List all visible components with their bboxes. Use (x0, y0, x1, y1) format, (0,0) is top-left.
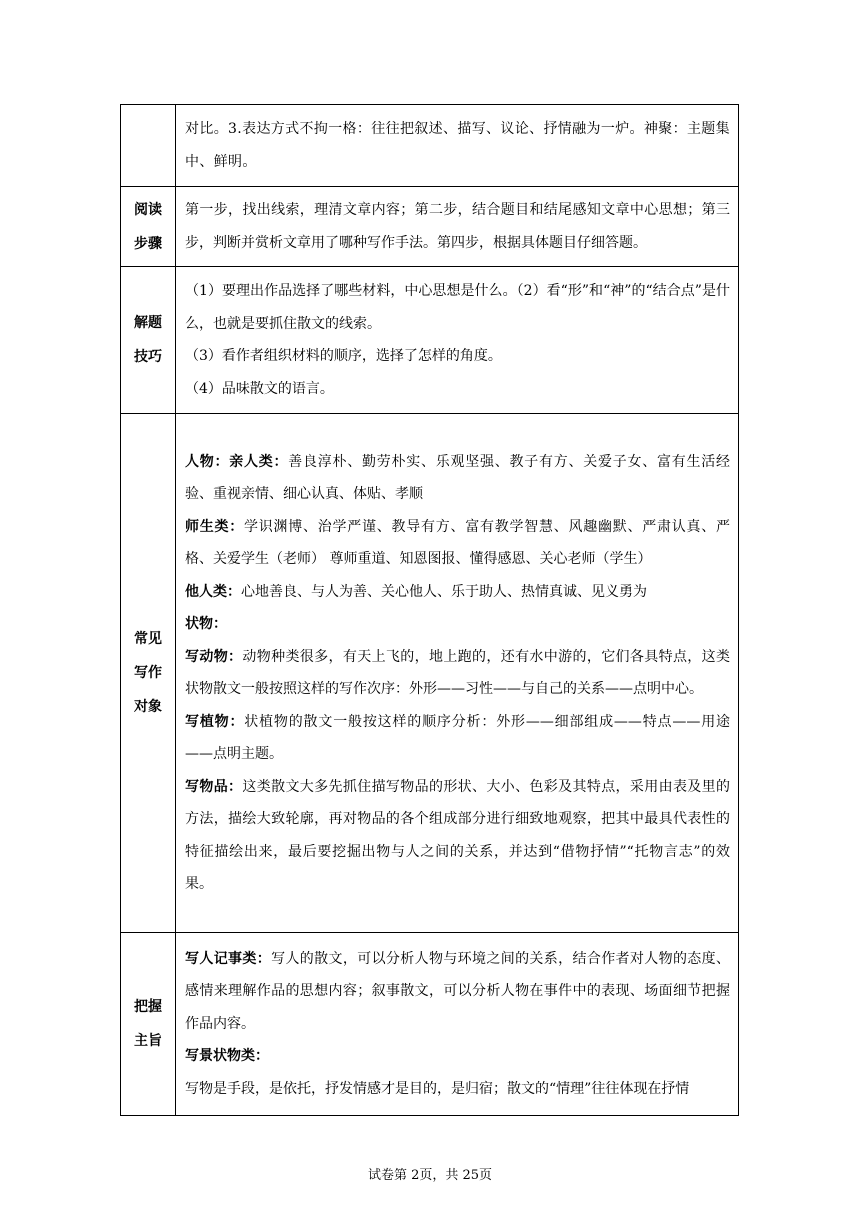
row-content (176, 187, 739, 267)
content-table (120, 104, 739, 1116)
paragraph: 写物品：这类散文大多先抓住描写物品的形状、大小、色彩及其特点，采用由表及里的方法，描绘大致轮廓，再对物品的各个组成部分进行细致地观察，把其中最具代表性的特征描绘出来，最后要挖掘出物与人之间的关系，并达到“借物抒情”“托物言志”的效果。 (185, 778, 730, 892)
table-row-writing-objects (121, 414, 739, 933)
row-content (176, 414, 739, 933)
paragraph: 师生类：学识渊博、治学严谨、教导有方、富有教学智慧、风趣幽默、严肃认真、严格、关爱学生（老师） 尊师重道、知恩图报、懂得感恩、关心老师（学生） (185, 518, 730, 567)
table-row-solving-tips (121, 267, 739, 414)
row-label-empty (121, 105, 176, 187)
tip-line: （1）要理出作品选择了哪些材料，中心思想是什么。（2）看“形”和“神”的“结合点”是什么，也就是要抓住散文的线索。 (185, 283, 730, 332)
row-text: 对比。3.表达方式不拘一格：往往把叙述、描写、议论、抒情融为一炉。神聚：主题集中、鲜明。 (185, 121, 731, 170)
row-label-grasp-theme: 把握 主旨 (121, 933, 176, 1116)
row-label-reading-steps: 阅读 步骤 (121, 187, 176, 267)
row-text: 第一步，找出线索，理清文章内容；第二步，结合题目和结尾感知文章中心思想；第三步，判断并赏析文章用了哪种写作手法。第四步，根据具体题目仔细答题。 (185, 202, 730, 251)
paragraph: 状物： (185, 616, 227, 632)
paragraph: 他人类：心地善良、与人为善、关心他人、乐于助人、热情真诚、见义勇为 (185, 583, 647, 600)
table-row-grasp-theme (121, 933, 739, 1116)
paragraph: 人物：亲人类：善良淳朴、勤劳朴实、乐观坚强、教子有方、关爱子女、富有生活经验、重视亲情、细心认真、体贴、孝顺 (185, 453, 730, 502)
table-row-reading-steps (121, 187, 739, 267)
row-label-writing-objects: 常见 写作 对象 (121, 414, 176, 933)
row-content (176, 933, 739, 1116)
row-content (176, 105, 739, 187)
row-content (176, 267, 739, 414)
paragraph: 写动物：动物种类很多，有天上飞的，地上跑的，还有水中游的，它们各具特点，这类状物散文一般按照这样的写作次序：外形——习性——与自己的关系——点明中心。 (185, 648, 730, 697)
page-footer: 试卷第 2页，共 25页 (367, 1168, 493, 1183)
row-label-solving-tips: 解题 技巧 (121, 267, 176, 414)
tip-line: （4）品味散文的语言。 (185, 380, 334, 397)
paragraph: 写景状物类： (185, 1048, 269, 1065)
tip-line: （3）看作者组织材料的顺序，选择了怎样的角度。 (185, 348, 502, 364)
paragraph: 写人记事类：写人的散文，可以分析人物与环境之间的关系，结合作者对人物的态度、感情来理解作品的思想内容；叙事散文，可以分析人物在事件中的表现、场面细节把握作品内容。 (185, 950, 730, 1032)
paragraph: 写植物：状植物的散文一般按这样的顺序分析：外形——细部组成——特点——用途——点明主题。 (185, 713, 731, 762)
table-row-continuation (121, 105, 739, 187)
paragraph: 写物是手段，是依托，抒发情感才是目的，是归宿；散文的“情理”往往体现在抒情 (185, 1080, 690, 1097)
